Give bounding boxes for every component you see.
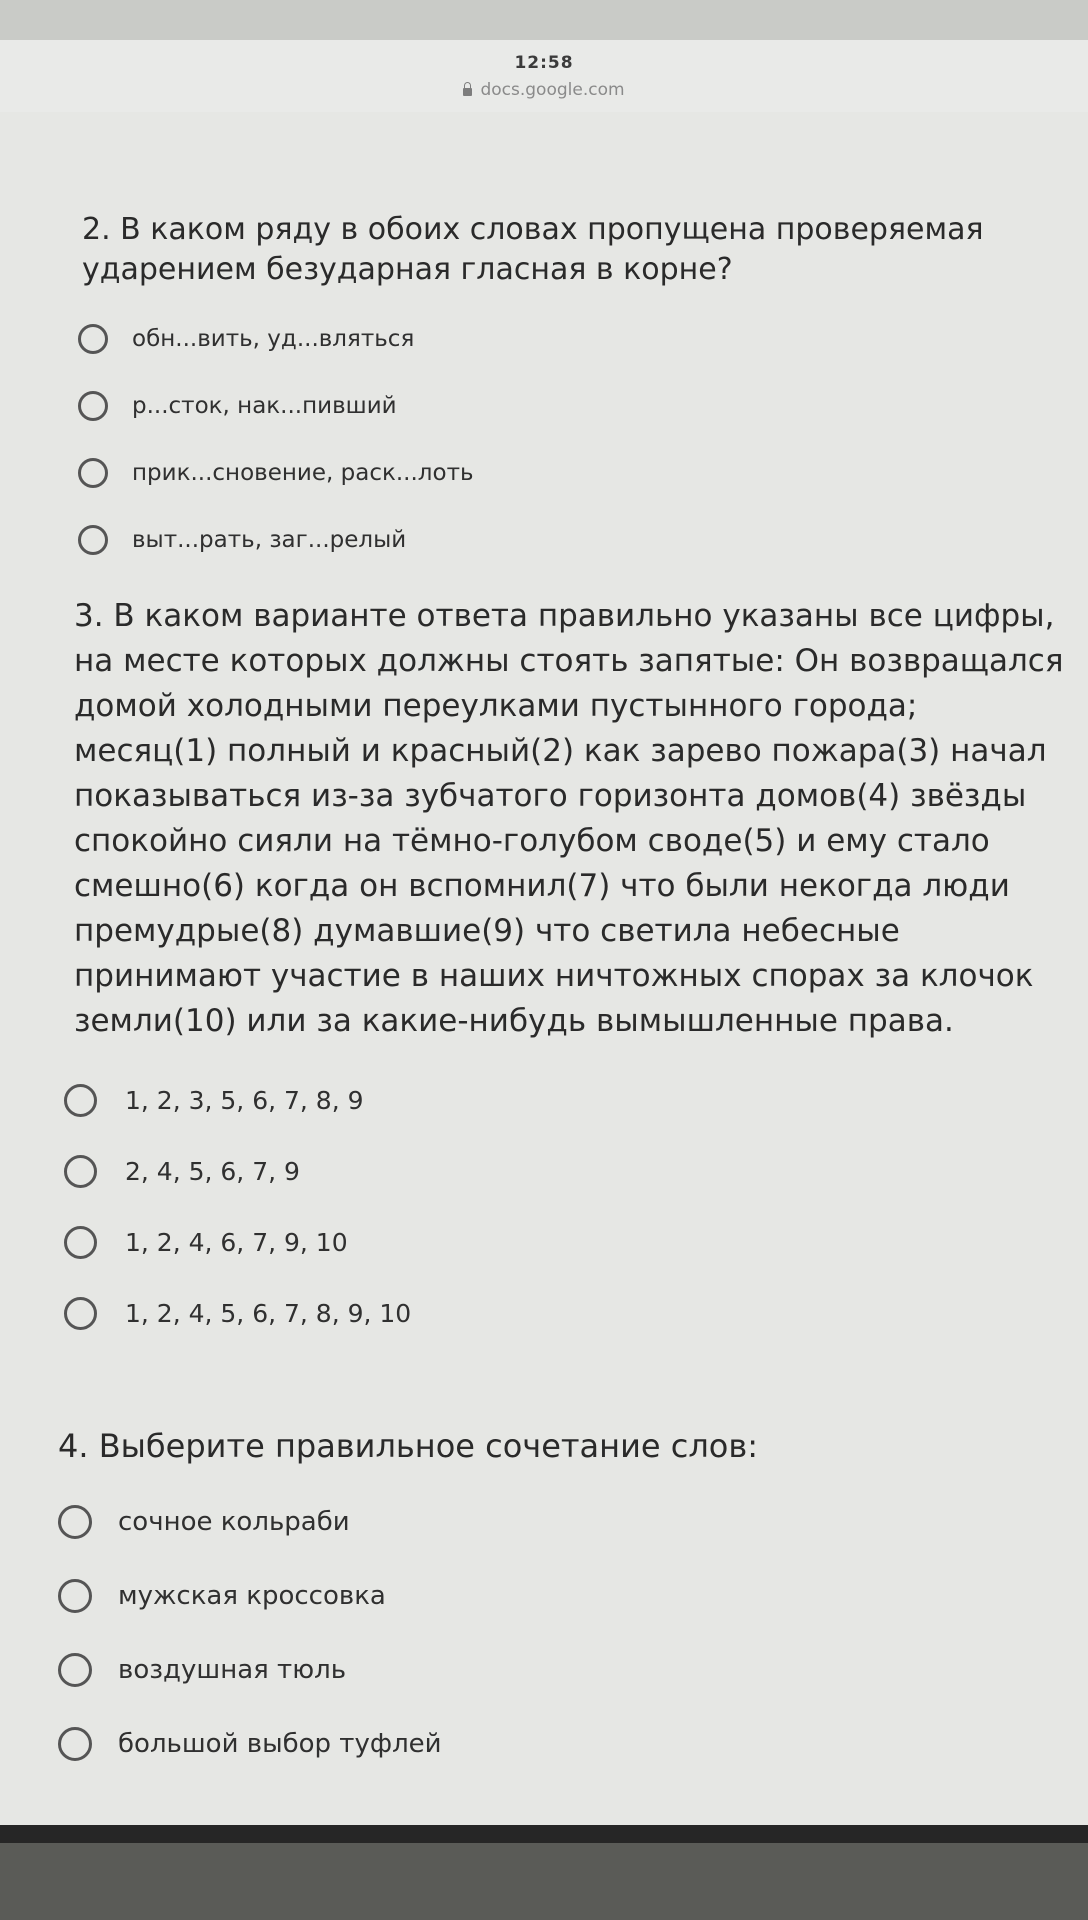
question-3-option-1[interactable] [64,1084,364,1117]
radio-button[interactable] [78,324,108,354]
question-3-option-4[interactable] [64,1297,411,1330]
option-label: выт...рать, заг...релый [132,527,407,553]
question-4 [58,1424,1048,1468]
question-3-title: 3. В каком варианте ответа правильно указаны все цифры, на месте которых должны стоять запятые: Он возвращался домой холодными переулками пустынного города; месяц(1) полный и красный(2) как зарево пожара(3) начал показываться из-за зубчатого горизонта домов(4) звёзды спокойно сияли на тёмно-голубом своде(5) и ему стало смешно(6) когда он вспомнил(7) что были некогда люди премудрые(8) думавшие(9) что светила небесные принимают участие в наших ничтожных спорах за клочок земли(10) или за какие-нибудь вымышленные права. [74,598,1064,1039]
question-3-option-3[interactable] [64,1226,348,1259]
device-top-bezel [0,0,1088,40]
radio-button[interactable] [58,1505,92,1539]
question-2-option-3[interactable] [78,458,474,488]
question-4-option-4[interactable] [58,1727,442,1761]
question-4-option-1[interactable] [58,1505,350,1539]
question-2 [82,210,1012,290]
radio-button[interactable] [78,525,108,555]
option-label: прик...сновение, раск...лоть [132,460,474,486]
option-label: сочное кольраби [118,1507,350,1537]
question-2-option-4[interactable] [78,525,406,555]
lock-icon [463,88,472,96]
option-label: 2, 4, 5, 6, 7, 9 [125,1157,300,1186]
radio-button[interactable] [58,1579,92,1613]
radio-button[interactable] [64,1297,97,1330]
radio-button[interactable] [64,1084,97,1117]
option-label: 1, 2, 4, 5, 6, 7, 8, 9, 10 [125,1299,412,1328]
radio-button[interactable] [58,1727,92,1761]
question-3-option-2[interactable] [64,1155,300,1188]
url-text: docs.google.com [480,80,625,100]
option-label: р...сток, нак...пивший [132,393,397,419]
option-label: обн...вить, уд...вляться [132,326,415,352]
status-bar [0,40,1088,112]
question-2-option-2[interactable] [78,391,397,421]
question-4-option-2[interactable] [58,1579,386,1613]
address-bar[interactable] [0,80,1088,100]
radio-button[interactable] [58,1653,92,1687]
radio-button[interactable] [78,391,108,421]
option-label: воздушная тюль [118,1655,347,1685]
status-time: 12:58 [514,53,574,73]
option-label: мужская кроссовка [118,1581,386,1611]
option-label: 1, 2, 3, 5, 6, 7, 8, 9 [125,1086,364,1115]
radio-button[interactable] [78,458,108,488]
browser-screen [0,40,1088,1825]
radio-button[interactable] [64,1226,97,1259]
question-4-option-3[interactable] [58,1653,346,1687]
option-label: 1, 2, 4, 6, 7, 9, 10 [125,1228,348,1257]
radio-button[interactable] [64,1155,97,1188]
option-label: большой выбор туфлей [118,1729,442,1759]
device-bottom-bezel [0,1825,1088,1920]
question-2-option-1[interactable] [78,324,414,354]
question-3 [74,594,1064,1044]
question-4-title: 4. Выберите правильное сочетание слов: [58,1427,758,1465]
question-2-title: 2. В каком ряду в обоих словах пропущена проверяемая ударением безударная гласная в корне? [82,212,984,287]
